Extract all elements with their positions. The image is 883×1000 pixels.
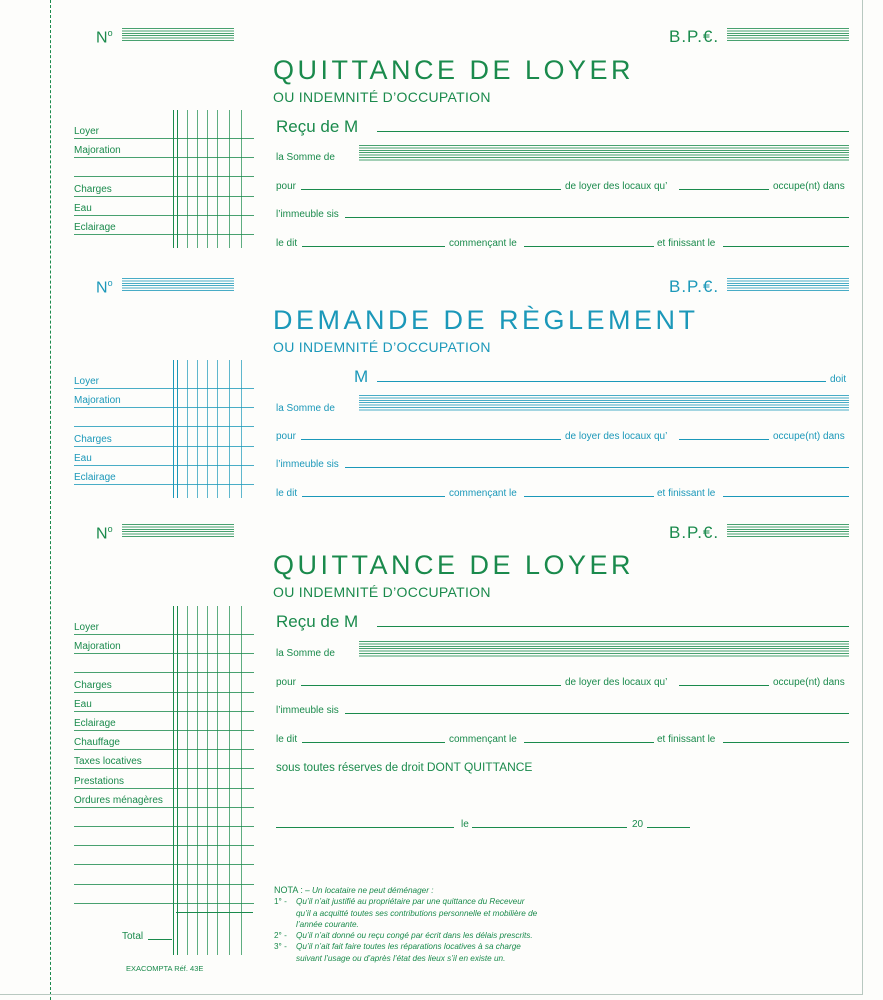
start-date-field[interactable]: [524, 496, 654, 497]
ledger-column-line: [241, 606, 242, 955]
nota-line: qu’il a acquitté toutes ses contributions personnelle et mobilière de: [296, 908, 538, 918]
number-label: $N^o$: [96, 278, 113, 297]
said-label: le dit: [276, 734, 298, 745]
ledger-column-line: [197, 606, 198, 955]
received-from-field[interactable]: [377, 131, 849, 132]
end-label: et finissant le: [657, 238, 716, 249]
nota-line: suivant l’usage ou d’après l’état des lieux s’il en existe un.: [296, 953, 506, 963]
ledger-column-line: [207, 606, 208, 955]
bp-amount-label: B.P.€.: [669, 277, 720, 296]
ledger-column-line: [217, 110, 218, 248]
occupies-label: occupe(nt) dans: [773, 677, 845, 688]
number-field[interactable]: [122, 524, 234, 538]
nota-line: 1° - Qu’il n’ait justifié au propriétaire par une quittance du Receveur: [274, 897, 525, 907]
for-field[interactable]: [301, 439, 561, 440]
said-field[interactable]: [302, 246, 445, 247]
received-from-label: Reçu de M: [276, 117, 359, 136]
ledger-column-line: [241, 110, 242, 248]
ledger-row-line[interactable]: [74, 749, 254, 750]
end-label: et finissant le: [657, 488, 716, 499]
building-field[interactable]: [345, 217, 849, 218]
ledger-label: Prestations: [74, 775, 125, 787]
ledger-row-line[interactable]: [74, 807, 254, 808]
ledger-row-line[interactable]: [74, 215, 254, 216]
start-date-field[interactable]: [524, 246, 654, 247]
ledger-column-line: [197, 110, 198, 248]
receipt-subtitle: OU INDEMNITÉ D’OCCUPATION: [273, 339, 491, 355]
ledger-column-line: [217, 606, 218, 955]
ledger-row-line[interactable]: [74, 407, 254, 408]
ledger-label: Eau: [74, 452, 92, 464]
ledger-row-line[interactable]: [74, 484, 254, 485]
sum-field[interactable]: [359, 145, 849, 161]
ledger-column-line: [197, 360, 198, 498]
sum-field[interactable]: [359, 395, 849, 411]
ledger-column-line: [177, 606, 178, 955]
ledger-row-line[interactable]: [74, 388, 254, 389]
ledger-column-line: [241, 360, 242, 498]
for-label: pour: [276, 181, 297, 192]
ledger-label: Charges: [74, 183, 112, 195]
occupant-field[interactable]: [679, 189, 769, 190]
ledger-label: Loyer: [74, 622, 100, 633]
ledger-row-line[interactable]: [74, 692, 254, 693]
receipt-subtitle: OU INDEMNITÉ D’OCCUPATION: [273, 89, 491, 105]
nota-line: 3° - Qu’il n’ait fait faire toutes les réparations locatives à sa charge: [274, 942, 521, 952]
ledger-column-line: [207, 360, 208, 498]
receipt-subtitle: OU INDEMNITÉ D’OCCUPATION: [273, 584, 491, 600]
ledger-column-line: [173, 606, 174, 955]
sum-label: la Somme de: [276, 648, 335, 659]
bp-amount-field[interactable]: [727, 28, 849, 42]
bp-amount-label: B.P.€.: [669, 523, 720, 542]
start-label: commençant le: [449, 238, 517, 249]
year-label: 20: [632, 819, 644, 830]
ledger-label: Chauffage: [74, 737, 120, 749]
ledger-column-line: [229, 110, 230, 248]
premises-label: de loyer des locaux qu’: [565, 181, 668, 192]
ledger-label: Majoration: [74, 145, 121, 157]
ledger-row-line[interactable]: [74, 653, 254, 654]
building-label: l’immeuble sis: [276, 705, 339, 716]
owes-label: doit: [830, 374, 847, 385]
nota-items: [274, 896, 537, 964]
said-field[interactable]: [302, 742, 445, 743]
ledger-row-line[interactable]: [74, 845, 254, 846]
ledger-row-line[interactable]: [74, 176, 254, 177]
ledger-row-line[interactable]: [74, 884, 254, 885]
ledger-label: Majoration: [74, 641, 121, 653]
bp-amount-field[interactable]: [727, 278, 849, 292]
building-label: l’immeuble sis: [276, 459, 339, 470]
ledger-row-line[interactable]: [74, 903, 254, 904]
ledger-label: Eau: [74, 202, 92, 214]
ledger-label: Loyer: [74, 376, 100, 387]
sum-label: la Somme de: [276, 403, 335, 414]
ledger-label: Charges: [74, 433, 112, 445]
reference-label: EXACOMPTA Réf. 43E: [126, 964, 204, 973]
sum-label: la Somme de: [276, 152, 335, 163]
bp-amount-label: B.P.€.: [669, 27, 720, 46]
occupies-label: occupe(nt) dans: [773, 181, 845, 192]
total-separator: [176, 912, 253, 913]
received-from-field[interactable]: [377, 626, 849, 627]
nota-heading: NOTA : – Un locataire ne peut déménager :: [274, 885, 434, 895]
start-date-field[interactable]: [524, 742, 654, 743]
ledger-row-line[interactable]: [74, 864, 254, 865]
place-field[interactable]: [276, 827, 454, 828]
start-label: commençant le: [449, 734, 517, 745]
number-label: $N^o$: [96, 28, 113, 47]
date-field[interactable]: [472, 827, 627, 828]
said-label: le dit: [276, 238, 298, 249]
ledger-row-line[interactable]: [74, 711, 254, 712]
number-field[interactable]: [122, 278, 234, 292]
ledger-label: Eclairage: [74, 718, 116, 729]
ledger-label: Loyer: [74, 126, 100, 137]
ledger-row-line[interactable]: [74, 196, 254, 197]
ledger-column-line: [177, 360, 178, 498]
ledger-row-line[interactable]: [74, 138, 254, 139]
year-field[interactable]: [647, 827, 690, 828]
ledger-row-line[interactable]: [74, 788, 254, 789]
ledger-column-line: [187, 360, 188, 498]
end-date-field[interactable]: [723, 742, 849, 743]
ledger-column-line: [187, 110, 188, 248]
ledger-column-line: [173, 110, 174, 248]
ledger-column-line: [173, 360, 174, 498]
occupant-field[interactable]: [679, 685, 769, 686]
said-label: le dit: [276, 488, 298, 499]
ledger-label: Eclairage: [74, 222, 116, 233]
nota-line: 2° - Qu’il n’ait donné ou reçu congé par écrit dans les délais prescrits.: [274, 931, 533, 941]
ledger-column-line: [187, 606, 188, 955]
receipt-title: QUITTANCE DE LOYER: [273, 55, 635, 85]
ledger-row-line[interactable]: [74, 730, 254, 731]
ledger-row-line[interactable]: [74, 826, 254, 827]
receipt-title: DEMANDE DE RÈGLEMENT: [273, 305, 699, 335]
ledger-row-line[interactable]: [74, 768, 254, 769]
nota-line: l’année courante.: [296, 919, 359, 929]
for-label: pour: [276, 431, 297, 442]
ledger-row-line[interactable]: [74, 634, 254, 635]
nota-block: [274, 885, 537, 964]
ledger-label: Eclairage: [74, 472, 116, 483]
reserves-statement: sous toutes réserves de droit DONT QUITTANCE: [276, 760, 533, 774]
payer-label: M: [354, 367, 369, 386]
ledger-column-line: [229, 606, 230, 955]
building-field[interactable]: [345, 713, 849, 714]
bp-amount-field[interactable]: [727, 524, 849, 538]
building-field[interactable]: [345, 467, 849, 468]
occupant-field[interactable]: [679, 439, 769, 440]
total-dots: [148, 939, 172, 940]
ledger-column-line: [217, 360, 218, 498]
for-field[interactable]: [301, 189, 561, 190]
ledger-label: Majoration: [74, 395, 121, 407]
receipt-title: QUITTANCE DE LOYER: [273, 550, 635, 580]
ledger-label: Charges: [74, 679, 112, 691]
said-field[interactable]: [302, 496, 445, 497]
ledger-column-line: [207, 110, 208, 248]
premises-label: de loyer des locaux qu’: [565, 677, 668, 688]
occupies-label: occupe(nt) dans: [773, 431, 845, 442]
ledger-column-line: [229, 360, 230, 498]
payer-field[interactable]: [377, 381, 826, 382]
for-field[interactable]: [301, 685, 561, 686]
ledger-row-line[interactable]: [74, 234, 254, 235]
number-label: $N^o$: [96, 524, 113, 543]
end-label: et finissant le: [657, 734, 716, 745]
ledger-row-line[interactable]: [74, 426, 254, 427]
end-date-field[interactable]: [723, 496, 849, 497]
end-date-field[interactable]: [723, 246, 849, 247]
for-label: pour: [276, 677, 297, 688]
number-field[interactable]: [122, 28, 234, 42]
ledger-row-line[interactable]: [74, 157, 254, 158]
building-label: l’immeuble sis: [276, 209, 339, 220]
ledger-row-line[interactable]: [74, 465, 254, 466]
ledger-label: Eau: [74, 698, 92, 710]
total-label: Total: [122, 931, 144, 942]
ledger-row-line[interactable]: [74, 672, 254, 673]
ledger-label: Ordures ménagères: [74, 794, 163, 806]
ledger-label: Taxes locatives: [74, 756, 142, 768]
sum-field[interactable]: [359, 641, 849, 657]
date-le-label: le: [461, 819, 469, 830]
ledger-row-line[interactable]: [74, 446, 254, 447]
received-from-label: Reçu de M: [276, 612, 359, 631]
start-label: commençant le: [449, 488, 517, 499]
ledger-column-line: [177, 110, 178, 248]
premises-label: de loyer des locaux qu’: [565, 431, 668, 442]
